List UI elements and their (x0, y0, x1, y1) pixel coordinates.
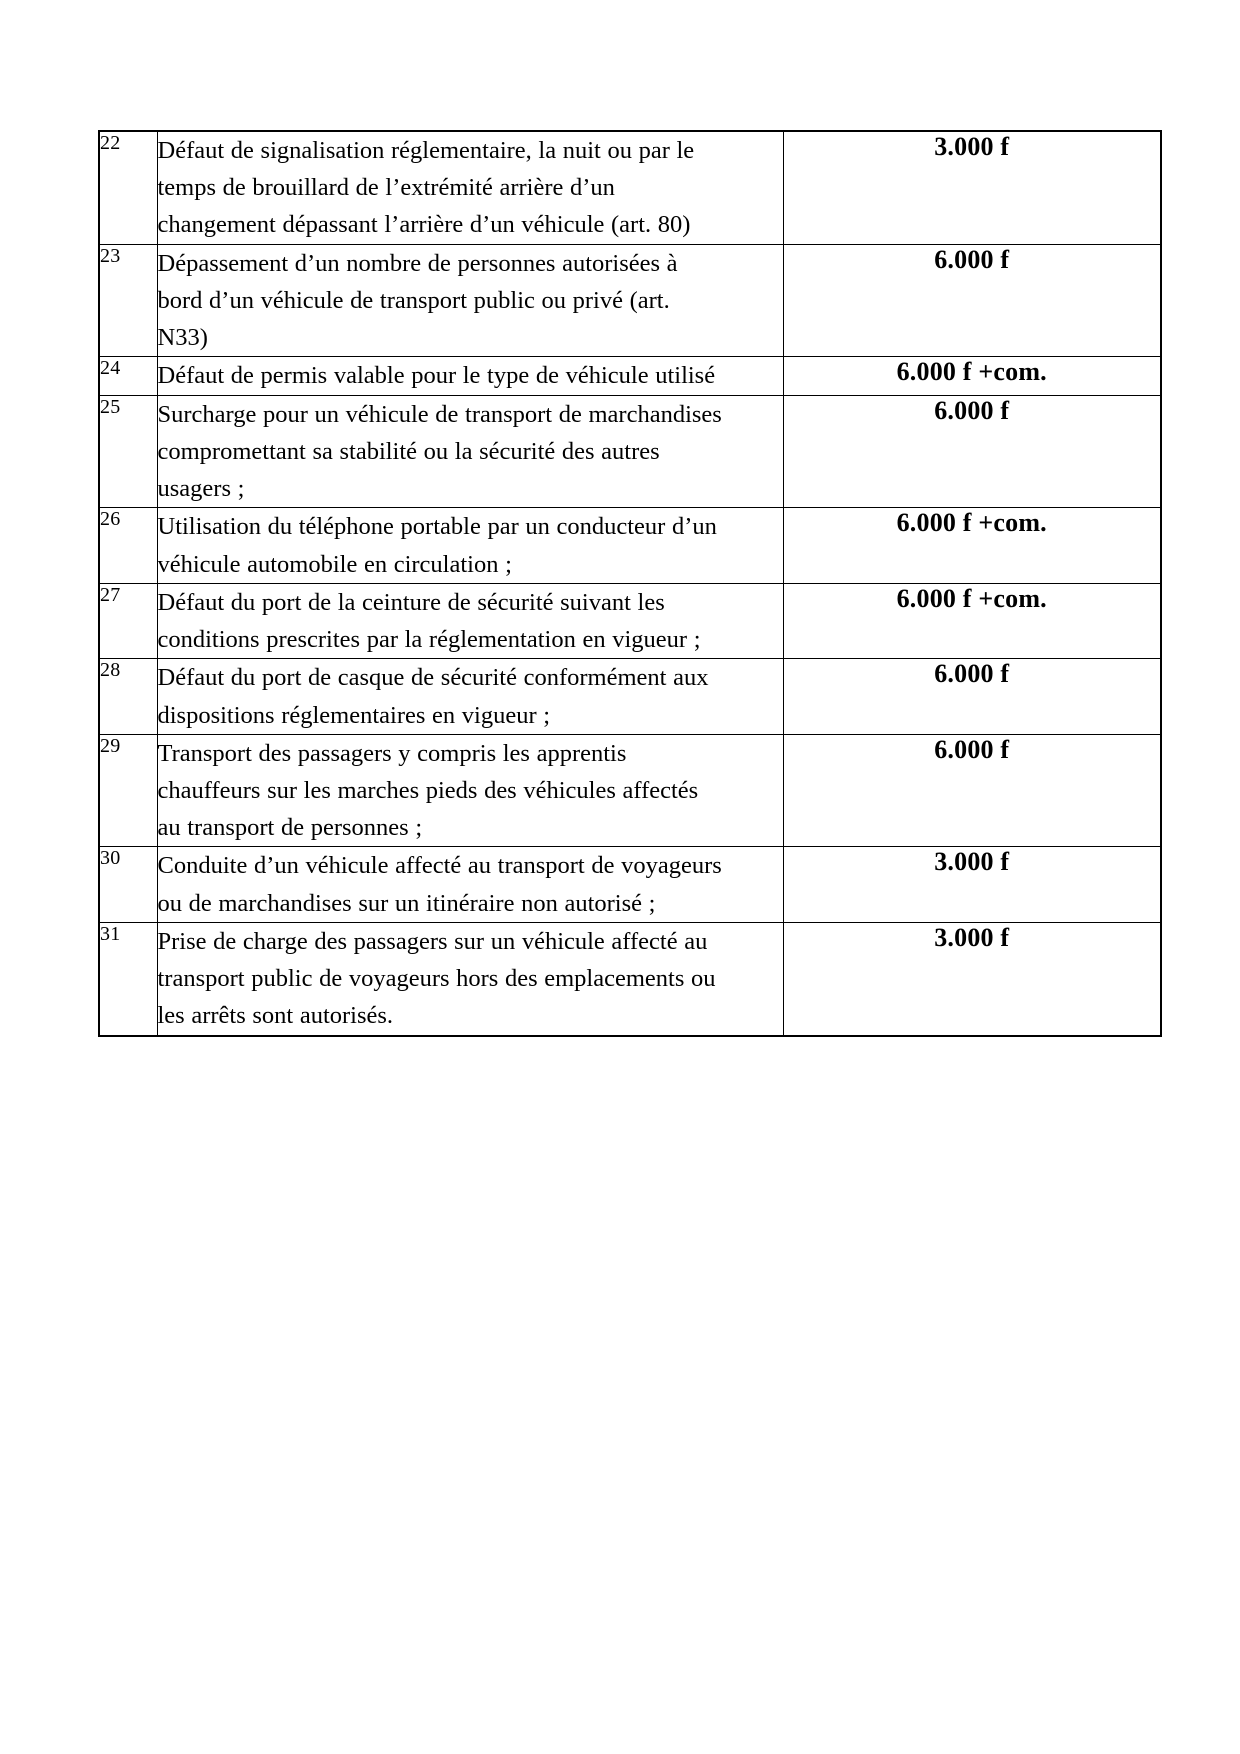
fine-amount-cell: 6.000 f +com. (783, 508, 1161, 583)
table-row (99, 847, 1161, 922)
description-line: véhicule automobile en circulation ; (157, 550, 512, 578)
row-number-cell: 26 (99, 508, 157, 583)
fine-amount-cell: 6.000 f (783, 734, 1161, 847)
table-body (99, 131, 1161, 1036)
row-number-cell: 28 (99, 659, 157, 734)
description-line: Dépassement d’un nombre de personnes autorisées à (157, 249, 678, 277)
table-row (99, 922, 1161, 1035)
row-number-cell: 23 (99, 244, 157, 357)
description-line: les arrêts sont autorisés. (157, 1002, 394, 1030)
row-number-cell: 24 (99, 357, 157, 395)
offence-description-cell (157, 508, 783, 583)
description-line: usagers ; (157, 475, 245, 503)
row-number-cell: 30 (99, 847, 157, 922)
row-number-cell: 25 (99, 395, 157, 508)
offence-description-cell (157, 395, 783, 508)
description-line: Défaut du port de la ceinture de sécurité suivant les (157, 588, 665, 616)
fine-amount-cell: 6.000 f +com. (783, 583, 1161, 658)
row-number-cell: 22 (99, 131, 157, 244)
offence-description-cell (157, 659, 783, 734)
description-line: Défaut du port de casque de sécurité conformément aux (157, 664, 709, 692)
description-line: Utilisation du téléphone portable par un conducteur d’un (157, 513, 717, 541)
offence-description-cell (157, 583, 783, 658)
fine-amount-cell: 6.000 f +com. (783, 357, 1161, 395)
offences-fines-table (98, 130, 1162, 1037)
description-line: N33) (157, 324, 208, 352)
fine-amount-cell: 3.000 f (783, 131, 1161, 244)
description-line: bord d’un véhicule de transport public ou privé (art. (157, 286, 670, 314)
description-line: Transport des passagers y compris les apprentis (157, 739, 627, 767)
fine-amount-cell: 6.000 f (783, 395, 1161, 508)
table-row (99, 244, 1161, 357)
description-line: conditions prescrites par la réglementation en vigueur ; (157, 626, 701, 654)
description-line: transport public de voyageurs hors des emplacements ou (157, 965, 716, 993)
description-line: ou de marchandises sur un itinéraire non autorisé ; (157, 889, 656, 917)
description-line: dispositions réglementaires en vigueur ; (157, 701, 551, 729)
offence-description-cell (157, 131, 783, 244)
description-line: au transport de personnes ; (157, 814, 423, 842)
description-line: Conduite d’un véhicule affecté au transport de voyageurs (157, 852, 722, 880)
description-line: Surcharge pour un véhicule de transport de marchandises (157, 400, 722, 428)
table-row (99, 583, 1161, 658)
fine-amount-cell: 6.000 f (783, 659, 1161, 734)
row-number-cell: 31 (99, 922, 157, 1035)
offence-description-cell (157, 847, 783, 922)
table-row (99, 395, 1161, 508)
description-line: chauffeurs sur les marches pieds des véhicules affectés (157, 776, 699, 804)
row-number-cell: 29 (99, 734, 157, 847)
row-number-cell: 27 (99, 583, 157, 658)
description-line: Défaut de signalisation réglementaire, la nuit ou par le (157, 137, 695, 164)
offence-description-cell (157, 734, 783, 847)
offence-description-cell (157, 357, 783, 395)
fine-amount-cell: 3.000 f (783, 922, 1161, 1035)
table-row (99, 734, 1161, 847)
description-line: changement dépassant l’arrière d’un véhicule (art. 80) (157, 211, 691, 239)
description-line: Prise de charge des passagers sur un véhicule affecté au (157, 927, 708, 955)
description-line: temps de brouillard de l’extrémité arrière d’un (157, 174, 615, 202)
table-row (99, 659, 1161, 734)
description-line: Défaut de permis valable pour le type de véhicule utilisé (157, 362, 716, 390)
fine-amount-cell: 6.000 f (783, 244, 1161, 357)
offence-description-cell (157, 922, 783, 1035)
table-row (99, 357, 1161, 395)
table-row (99, 508, 1161, 583)
fine-amount-cell: 3.000 f (783, 847, 1161, 922)
offence-description-cell (157, 244, 783, 357)
table-row (99, 131, 1161, 244)
description-line: compromettant sa stabilité ou la sécurité des autres (157, 437, 660, 465)
